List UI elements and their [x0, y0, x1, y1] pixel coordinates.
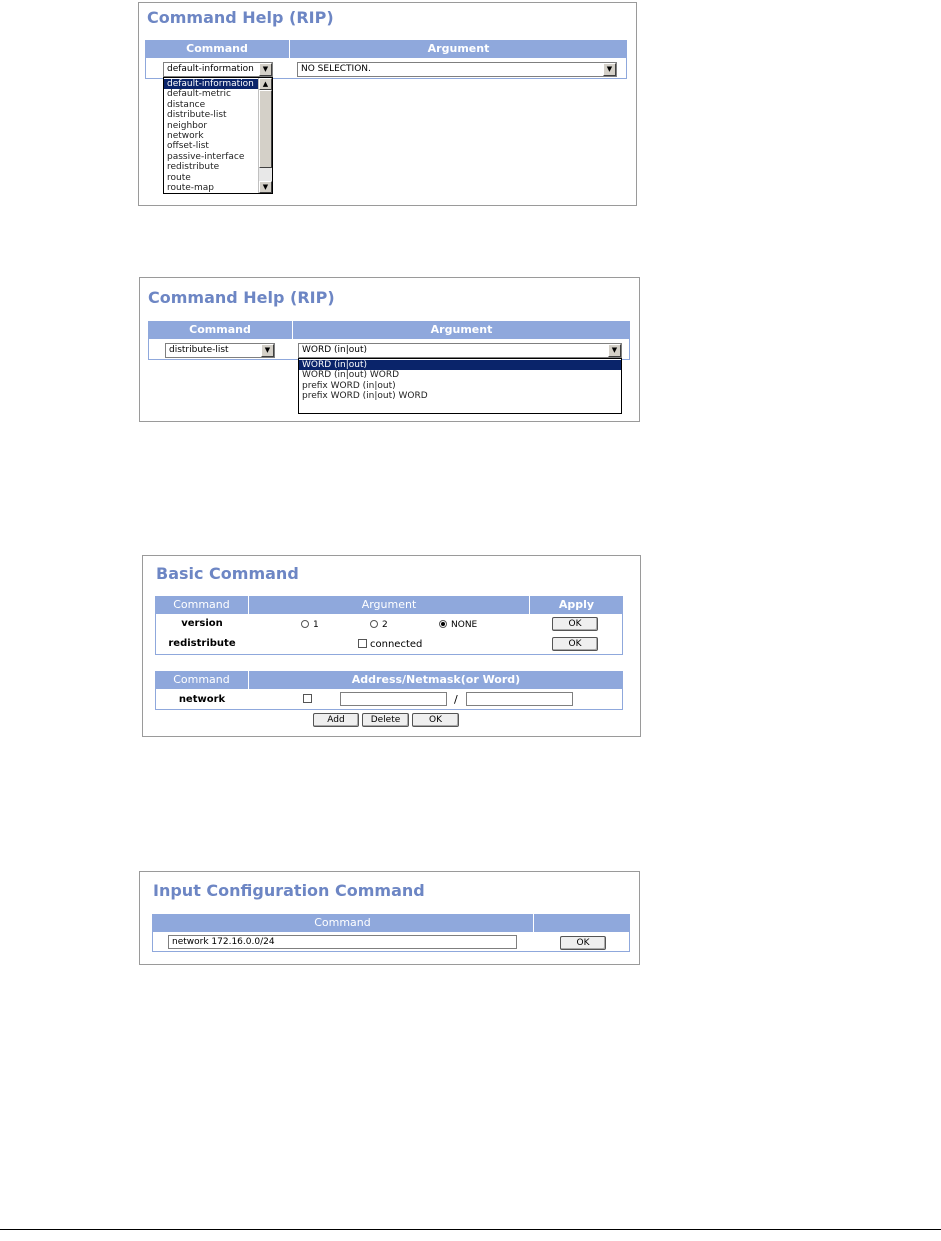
panel-title: Input Configuration Command [153, 881, 425, 900]
basic-command-panel [142, 555, 641, 737]
command-input[interactable]: network 172.16.0.0/24 [168, 935, 517, 949]
dropdown-options [164, 79, 258, 193]
command-dropdown-list[interactable] [163, 77, 273, 194]
address-input[interactable] [340, 692, 447, 706]
dropdown-option[interactable]: route-map [167, 182, 215, 193]
version-ok-button[interactable]: OK [552, 617, 598, 631]
table-header [145, 40, 627, 59]
column-header-argument: Argument [290, 40, 627, 58]
address-slash: / [454, 693, 458, 706]
version-radio-1-label: 1 [313, 620, 319, 630]
dropdown-option[interactable]: distribute-list [167, 110, 227, 121]
dropdown-option[interactable]: default-information [164, 79, 258, 89]
dropdown-option[interactable]: default-metric [167, 89, 231, 100]
ok-button[interactable]: OK [560, 936, 606, 950]
scroll-down-icon[interactable]: ▼ [259, 181, 272, 193]
column-header-command: Command [152, 914, 534, 932]
netmask-input[interactable] [466, 692, 573, 706]
redistribute-ok-button[interactable]: OK [552, 637, 598, 651]
add-button[interactable]: Add [313, 713, 359, 727]
column-header-empty [534, 914, 630, 932]
argument-select[interactable] [297, 62, 617, 77]
ok-button[interactable]: OK [412, 713, 459, 727]
chevron-down-icon[interactable]: ▼ [259, 63, 272, 76]
dropdown-option[interactable]: redistribute [167, 162, 220, 173]
dropdown-option[interactable]: route [167, 172, 191, 183]
scrollbar[interactable] [258, 78, 272, 193]
table-header-2 [155, 671, 623, 689]
panel-title: Basic Command [156, 564, 299, 583]
dropdown-option[interactable]: prefix WORD (in|out) WORD [302, 391, 428, 402]
scroll-thumb[interactable] [259, 90, 272, 168]
row-label-network: network [178, 694, 226, 705]
connected-checkbox[interactable] [358, 639, 367, 648]
command-select-value: distribute-list [169, 345, 229, 355]
dropdown-option[interactable]: network [167, 130, 204, 141]
command-select[interactable] [165, 343, 275, 358]
column-header-address: Address/Netmask(or Word) [249, 671, 623, 689]
network-checkbox[interactable] [303, 694, 312, 703]
dropdown-option[interactable]: prefix WORD (in|out) [302, 380, 396, 391]
argument-select[interactable] [298, 343, 622, 358]
chevron-down-icon[interactable]: ▼ [608, 344, 621, 357]
chevron-down-icon[interactable]: ▼ [261, 344, 274, 357]
table-header [148, 321, 630, 340]
dropdown-option[interactable]: offset-list [167, 141, 209, 152]
argument-dropdown-list[interactable] [298, 358, 622, 414]
dropdown-option[interactable]: passive-interface [167, 151, 245, 162]
version-radio-2[interactable] [370, 620, 378, 628]
dropdown-option[interactable]: WORD (in|out) [299, 360, 621, 370]
version-radio-2-label: 2 [382, 620, 388, 630]
connected-checkbox-label: connected [370, 639, 423, 650]
column-header-command: Command [155, 671, 249, 689]
column-header-command: Command [155, 596, 249, 614]
panel-title: Command Help (RIP) [147, 8, 334, 27]
page-divider [0, 1229, 941, 1230]
dropdown-option[interactable]: neighbor [167, 120, 208, 131]
version-radio-1[interactable] [301, 620, 309, 628]
argument-select-value: NO SELECTION. [301, 64, 371, 74]
panel-title: Command Help (RIP) [148, 288, 335, 307]
scroll-up-icon[interactable]: ▲ [259, 78, 272, 90]
column-header-argument: Argument [293, 321, 630, 339]
row-label-version: version [181, 618, 223, 629]
column-header-command: Command [145, 40, 290, 58]
table-header [152, 914, 630, 932]
command-select[interactable] [163, 62, 273, 77]
input-config-panel [139, 871, 640, 965]
dropdown-option[interactable]: WORD (in|out) WORD [302, 370, 400, 381]
command-help-panel-1 [138, 2, 637, 206]
chevron-down-icon[interactable]: ▼ [603, 63, 616, 76]
command-help-panel-2 [139, 277, 640, 422]
column-header-argument: Argument [249, 596, 530, 614]
dropdown-option[interactable]: distance [167, 99, 206, 110]
delete-button[interactable]: Delete [362, 713, 409, 727]
argument-select-value: WORD (in|out) [302, 345, 368, 355]
command-select-value: default-information [167, 64, 254, 74]
table-header [155, 596, 623, 614]
version-radio-none[interactable] [439, 620, 447, 628]
column-header-command: Command [148, 321, 293, 339]
column-header-apply: Apply [530, 596, 623, 614]
version-radio-none-label: NONE [451, 620, 478, 630]
row-label-redistribute: redistribute [168, 638, 236, 649]
dropdown-options [299, 360, 621, 402]
